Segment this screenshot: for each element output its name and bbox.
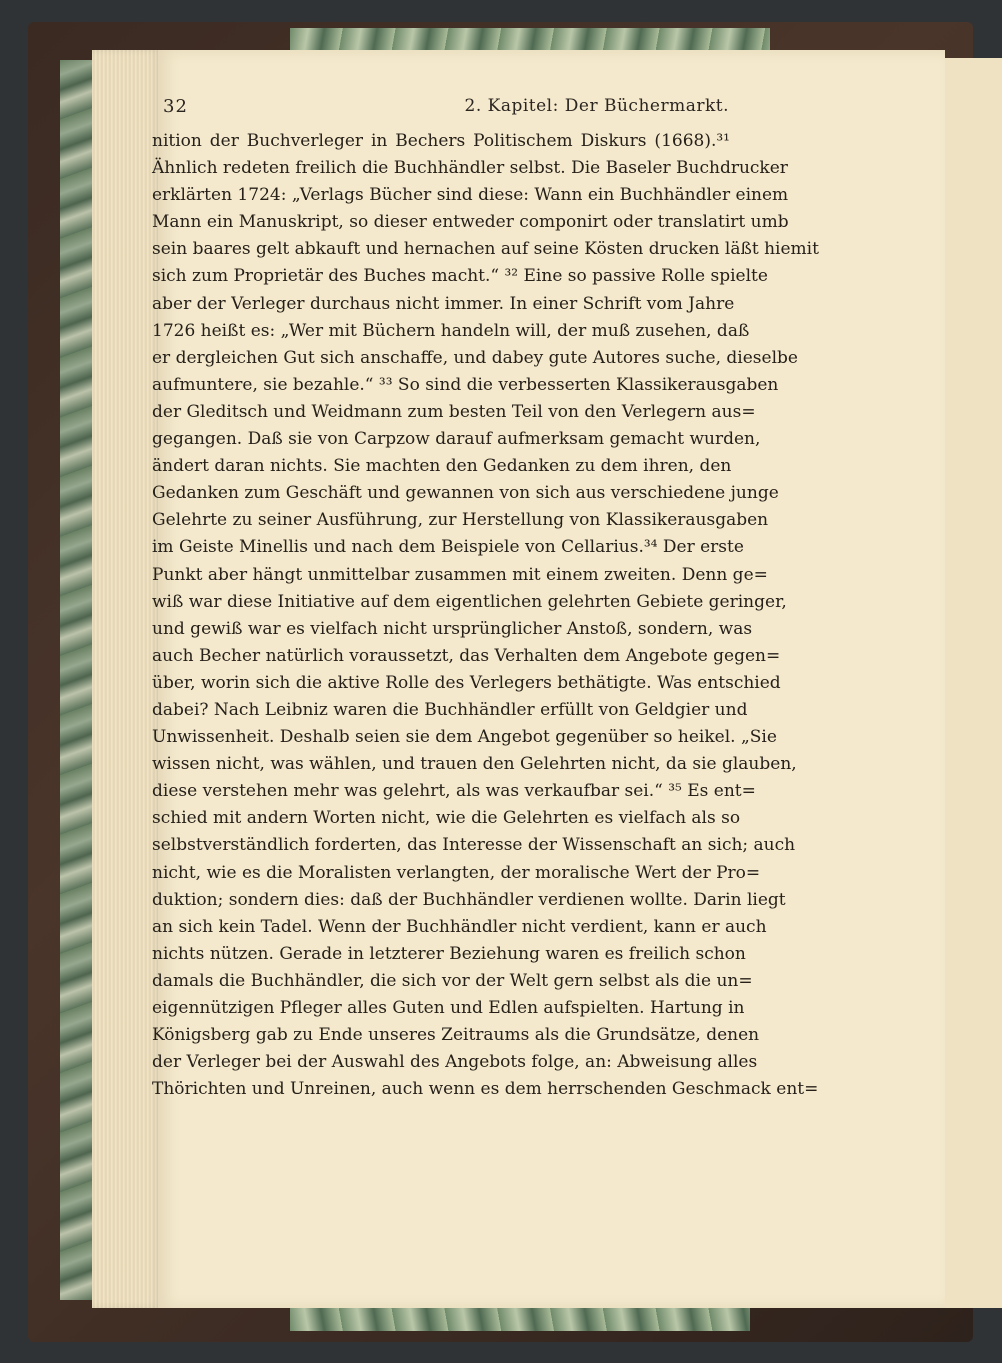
text-line: sich zum Proprietär des Buches macht.“ ³² Eine so passive Rolle spielte [152, 266, 768, 287]
text-line: 1726 heißt es: „Wer mit Büchern handeln will, der muß zusehen, daß [152, 320, 750, 341]
text-line: Mann ein Manuskript, so dieser entweder componirt oder translatirt umb [152, 212, 789, 233]
text-line: dabei? Nach Leibniz waren die Buchhändler erfüllt von Geldgier und [152, 699, 748, 720]
text-line: aber der Verleger durchaus nicht immer. In einer Schrift vom Jahre [152, 293, 735, 314]
text-line: und gewiß war es vielfach nicht ursprünglicher Anstoß, sondern, was [152, 618, 753, 639]
text-line: nicht, wie es die Moralisten verlangten, der moralische Wert der Pro= [152, 862, 761, 883]
text-line: erklärten 1724: „Verlags Bücher sind diese: Wann ein Buchhändler einem [152, 185, 789, 206]
text-line: im Geiste Minellis und nach dem Beispiele von Cellarius.³⁴ Der erste [152, 537, 744, 558]
text-line: er dergleichen Gut sich anschaffe, und dabey gute Autores suche, dieselbe [152, 347, 798, 368]
text-line: aufmuntere, sie bezahle.“ ³³ So sind die verbesserten Klassikerausgaben [152, 374, 779, 395]
text-line: duktion; sondern dies: daß der Buchhändler verdienen wollte. Darin liegt [152, 889, 786, 910]
text-line: der Gleditsch und Weidmann zum besten Teil von den Verlegern aus= [152, 401, 756, 422]
page-number: 32 [163, 96, 188, 117]
text-line: der Verleger bei der Auswahl des Angebots folge, an: Abweisung alles [152, 1052, 758, 1073]
text-line: Punkt aber hängt unmittelbar zusammen mit einem zweiten. Denn ge= [152, 564, 768, 585]
text-line: auch Becher natürlich voraussetzt, das Verhalten dem Angebote gegen= [152, 645, 781, 666]
text-line: Ähnlich redeten freilich die Buchhändler selbst. Die Baseler Buchdrucker [152, 158, 788, 179]
text-line: Königsberg gab zu Ende unseres Zeitraums als die Grundsätze, denen [152, 1025, 760, 1046]
facing-page-edge [940, 58, 1002, 1308]
body-text [152, 128, 819, 1103]
text-line: schied mit andern Worten nicht, wie die Gelehrten es vielfach als so [152, 808, 741, 829]
marbled-endpaper-bottom [290, 1305, 750, 1331]
page-header [163, 96, 729, 126]
text-line: eigennützigen Pfleger alles Guten und Edlen aufspielten. Hartung in [152, 998, 745, 1018]
text-line: Unwissenheit. Deshalb seien sie dem Angebot gegenüber so heikel. „Sie [152, 727, 777, 748]
text-line: nition der Buchverleger in Bechers Politischem Diskurs (1668).³¹ [152, 131, 730, 151]
text-line: wiß war diese Initiative auf dem eigentlichen gelehrten Gebiete geringer, [152, 591, 787, 612]
text-line: diese verstehen mehr was gelehrt, als was verkaufbar sei.“ ³⁵ Es ent= [152, 781, 756, 802]
text-line: selbstverständlich forderten, das Interesse der Wissenschaft an sich; auch [152, 835, 796, 856]
text-line: Gelehrte zu seiner Ausführung, zur Herstellung von Klassikerausgaben [152, 510, 769, 531]
text-line: ändert daran nichts. Sie machten den Gedanken zu dem ihren, den [152, 456, 732, 477]
text-line: nichts nützen. Gerade in letzterer Beziehung waren es freilich schon [152, 943, 746, 964]
running-head: 2. Kapitel: Der Büchermarkt. [464, 96, 729, 116]
text-line: über, worin sich die aktive Rolle des Verlegers bethätigte. Was entschied [152, 672, 781, 693]
text-line: gegangen. Daß sie von Carpzow darauf aufmerksam gemacht wurden, [152, 429, 761, 450]
text-line: damals die Buchhändler, die sich vor der Welt gern selbst als die un= [152, 970, 753, 991]
text-line: wissen nicht, was wählen, und trauen den Gelehrten nicht, da sie glauben, [152, 754, 797, 775]
text-line: sein baares gelt abkauft und hernachen auf seine Kösten drucken läßt hiemit [152, 239, 819, 260]
text-line: Thörichten und Unreinen, auch wenn es dem herrschenden Geschmack ent= [152, 1079, 819, 1100]
text-line: an sich kein Tadel. Wenn der Buchhändler nicht verdient, kann er auch [152, 916, 767, 937]
text-line: Gedanken zum Geschäft und gewannen von sich aus verschiedene junge [152, 483, 779, 504]
